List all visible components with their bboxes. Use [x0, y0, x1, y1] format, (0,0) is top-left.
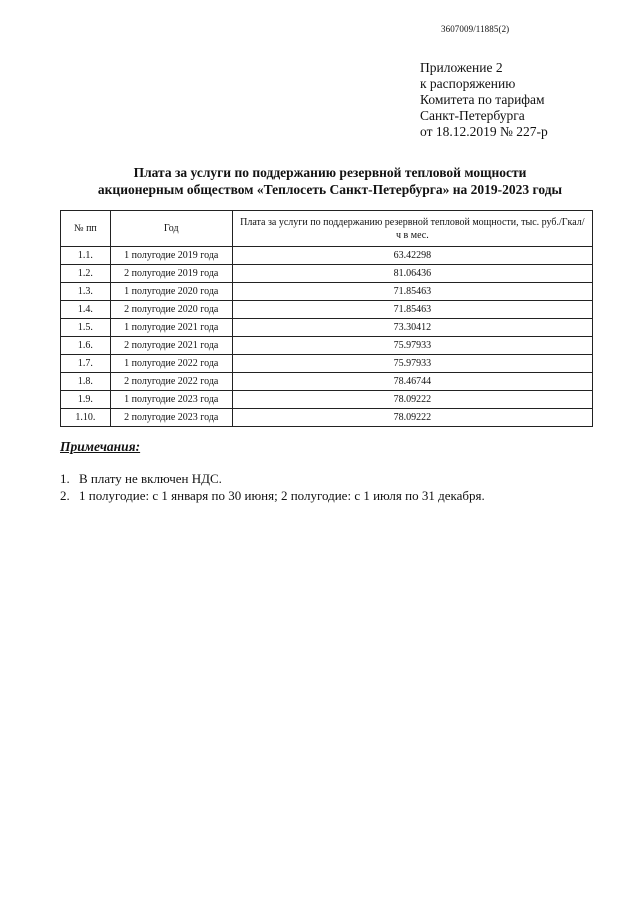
- row-number: 1.5.: [61, 319, 111, 337]
- row-number: 1.2.: [61, 265, 111, 283]
- appendix-line: Комитета по тарифам: [420, 92, 545, 107]
- row-value: 75.97933: [232, 337, 592, 355]
- row-period: 2 полугодие 2021 года: [110, 337, 232, 355]
- row-value: 71.85463: [232, 301, 592, 319]
- notes-heading: Примечания:: [60, 439, 141, 454]
- row-period: 1 полугодие 2019 года: [110, 247, 232, 265]
- note-text: 1 полугодие: с 1 января по 30 июня; 2 полугодие: с 1 июля по 31 декабря.: [79, 488, 485, 503]
- row-period: 1 полугодие 2023 года: [110, 391, 232, 409]
- table-row: [61, 319, 593, 337]
- table-row: [61, 301, 593, 319]
- row-number: 1.1.: [61, 247, 111, 265]
- row-number: 1.6.: [61, 337, 111, 355]
- row-period: 1 полугодие 2021 года: [110, 319, 232, 337]
- note-number: 2.: [60, 488, 70, 503]
- table-header-row: [61, 211, 593, 247]
- table-row: [61, 373, 593, 391]
- row-value: 63.42298: [232, 247, 592, 265]
- appendix-line: к распоряжению: [420, 76, 516, 91]
- row-number: 1.7.: [61, 355, 111, 373]
- table-row: [61, 337, 593, 355]
- note-item: [60, 487, 485, 504]
- row-period: 2 полугодие 2019 года: [110, 265, 232, 283]
- header-year: Год: [110, 211, 232, 247]
- row-number: 1.8.: [61, 373, 111, 391]
- appendix-line: от 18.12.2019 № 227-р: [420, 124, 548, 139]
- row-number: 1.10.: [61, 409, 111, 427]
- row-period: 2 полугодие 2022 года: [110, 373, 232, 391]
- table-row: [61, 265, 593, 283]
- note-item: [60, 470, 485, 487]
- notes-list: [60, 470, 485, 504]
- table-row: [61, 283, 593, 301]
- row-period: 2 полугодие 2020 года: [110, 301, 232, 319]
- tariff-table: [60, 210, 593, 427]
- appendix-line: Приложение 2: [420, 60, 503, 75]
- row-number: 1.3.: [61, 283, 111, 301]
- row-value: 78.09222: [232, 409, 592, 427]
- row-value: 71.85463: [232, 283, 592, 301]
- title-line-1: Плата за услуги по поддержанию резервной тепловой мощности: [133, 165, 527, 180]
- row-number: 1.4.: [61, 301, 111, 319]
- row-period: 1 полугодие 2020 года: [110, 283, 232, 301]
- row-period: 1 полугодие 2022 года: [110, 355, 232, 373]
- appendix-block: [420, 60, 548, 140]
- title-line-2: акционерным обществом «Теплосеть Санкт-Петербурга» на 2019-2023 годы: [97, 182, 563, 197]
- appendix-line: Санкт-Петербурга: [420, 108, 525, 123]
- row-value: 81.06436: [232, 265, 592, 283]
- table-row: [61, 409, 593, 427]
- note-text: В плату не включен НДС.: [79, 471, 222, 486]
- table-row: [61, 247, 593, 265]
- document-title: [60, 164, 600, 198]
- row-value: 75.97933: [232, 355, 592, 373]
- row-number: 1.9.: [61, 391, 111, 409]
- row-value: 78.09222: [232, 391, 592, 409]
- header-value: Плата за услуги по поддержанию резервной тепловой мощности, тыс. руб./Гкал/ч в мес.: [232, 211, 592, 247]
- table-row: [61, 355, 593, 373]
- row-value: 78.46744: [232, 373, 592, 391]
- row-period: 2 полугодие 2023 года: [110, 409, 232, 427]
- header-number: № пп: [61, 211, 111, 247]
- note-number: 1.: [60, 471, 70, 486]
- document-number: 3607009/11885(2): [441, 24, 510, 34]
- table-row: [61, 391, 593, 409]
- row-value: 73.30412: [232, 319, 592, 337]
